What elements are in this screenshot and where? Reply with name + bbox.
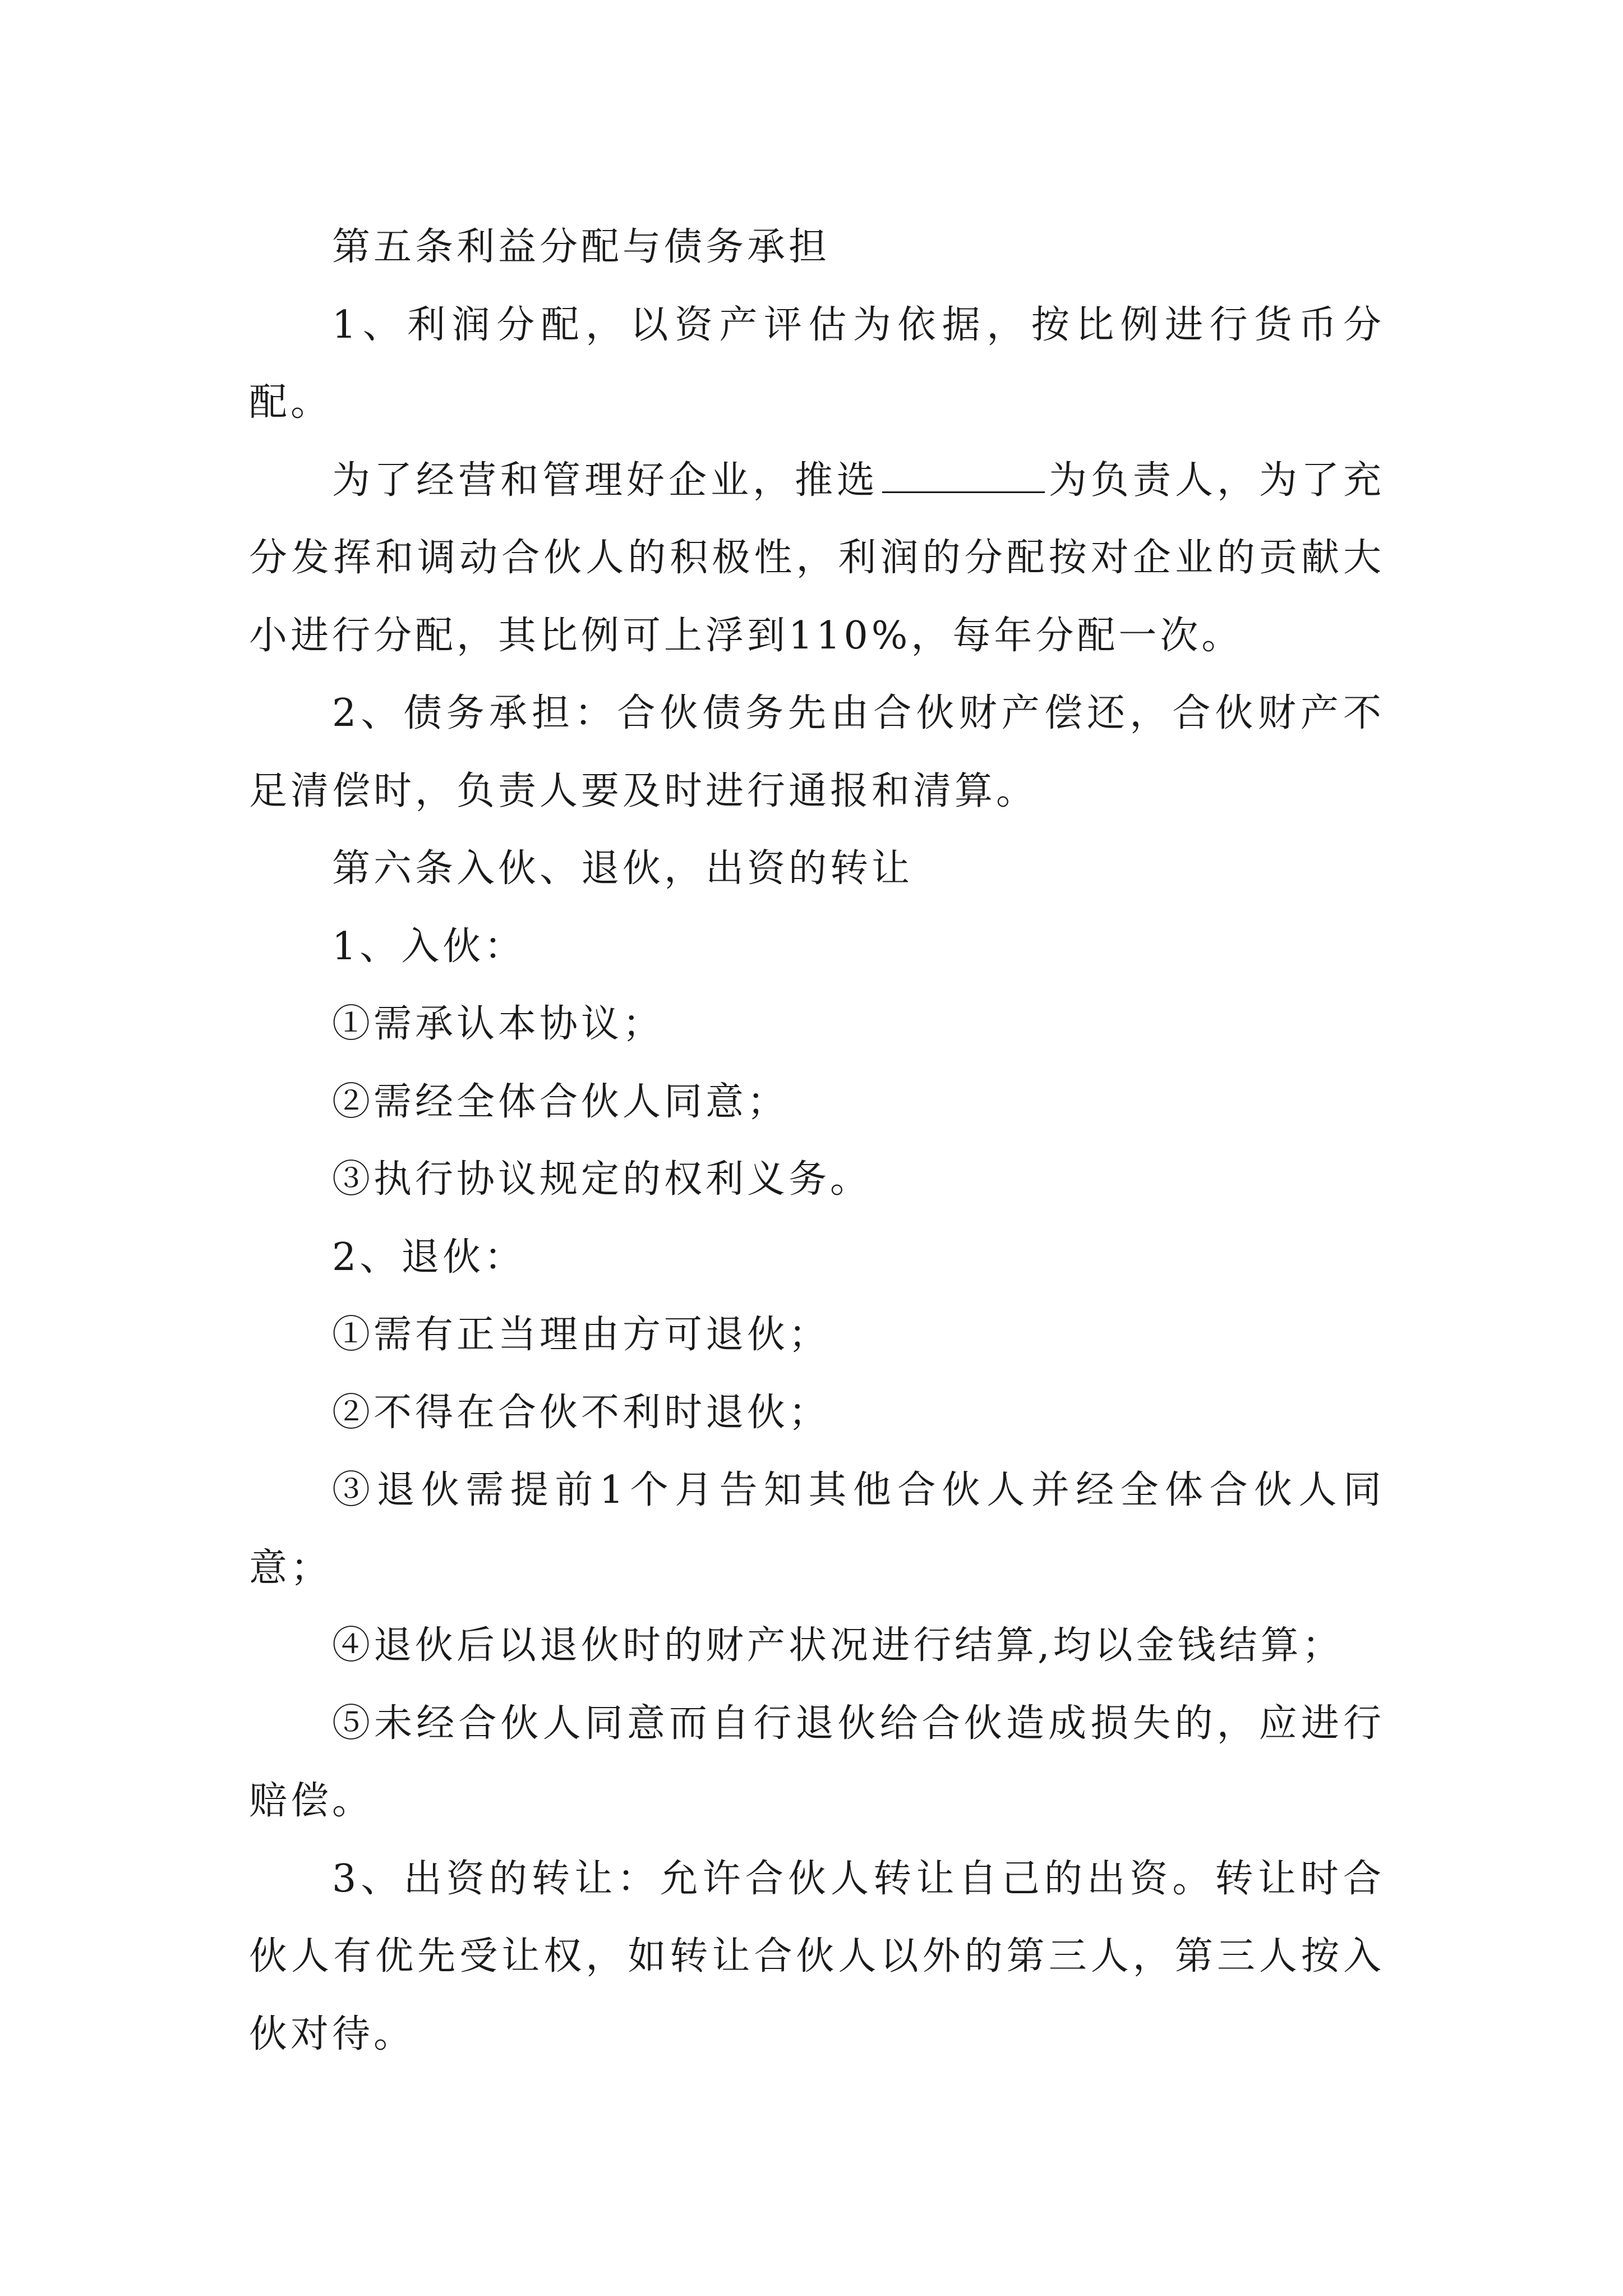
debt-bearing-paragraph: 2、债务承担：合伙债务先由合伙财产偿还，合伙财产不足清偿时，负责人要及时进行通报和清算。 (249, 691, 1385, 813)
withdrawal-item-5: ⑤未经合伙人同意而自行退伙给合伙造成损失的，应进行赔偿。 (249, 1701, 1385, 1823)
joining-item-3: ③执行协议规定的权利义务。 (332, 1157, 872, 1202)
section-five-heading: 第五条利益分配与债务承担 (332, 225, 831, 269)
withdrawal-item-3: ③退伙需提前1个月告知其他合伙人并经全体合伙人同意； (249, 1468, 1385, 1590)
responsible-person-text-after: 为负责人，为了充分发挥和调动合伙人的积极性，利润的分配按对企业的贡献大小进行分配，其比例可上浮到110%，每年分配一次。 (249, 458, 1385, 658)
responsible-person-paragraph (249, 442, 1385, 675)
section-six-heading: 第六条入伙、退伙，出资的转让 (332, 846, 914, 891)
profit-distribution-paragraph: 1、利润分配，以资产评估为依据，按比例进行货币分配。 (249, 302, 1385, 425)
responsible-person-blank (882, 458, 1045, 493)
document-body (249, 209, 1385, 2073)
joining-item-1: ①需承认本协议； (332, 1002, 665, 1046)
withdrawal-item-4: ④退伙后以退伙时的财产状况进行结算,均以金钱结算； (332, 1623, 1344, 1668)
joining-item-2: ②需经全体合伙人同意； (332, 1079, 789, 1124)
responsible-person-text-before: 为了经营和管理好企业，推选 (332, 458, 879, 503)
capital-transfer-paragraph: 3、出资的转让：允许合伙人转让自己的出资。转让时合伙人有优先受让权，如转让合伙人以外的第三人，第三人按入伙对待。 (249, 1856, 1385, 2056)
withdrawal-item-2: ②不得在合伙不利时退伙； (332, 1390, 831, 1435)
joining-heading: 1、入伙： (332, 924, 526, 969)
withdrawal-item-1: ①需有正当理由方可退伙； (332, 1313, 831, 1357)
withdrawal-heading: 2、退伙： (332, 1235, 526, 1280)
